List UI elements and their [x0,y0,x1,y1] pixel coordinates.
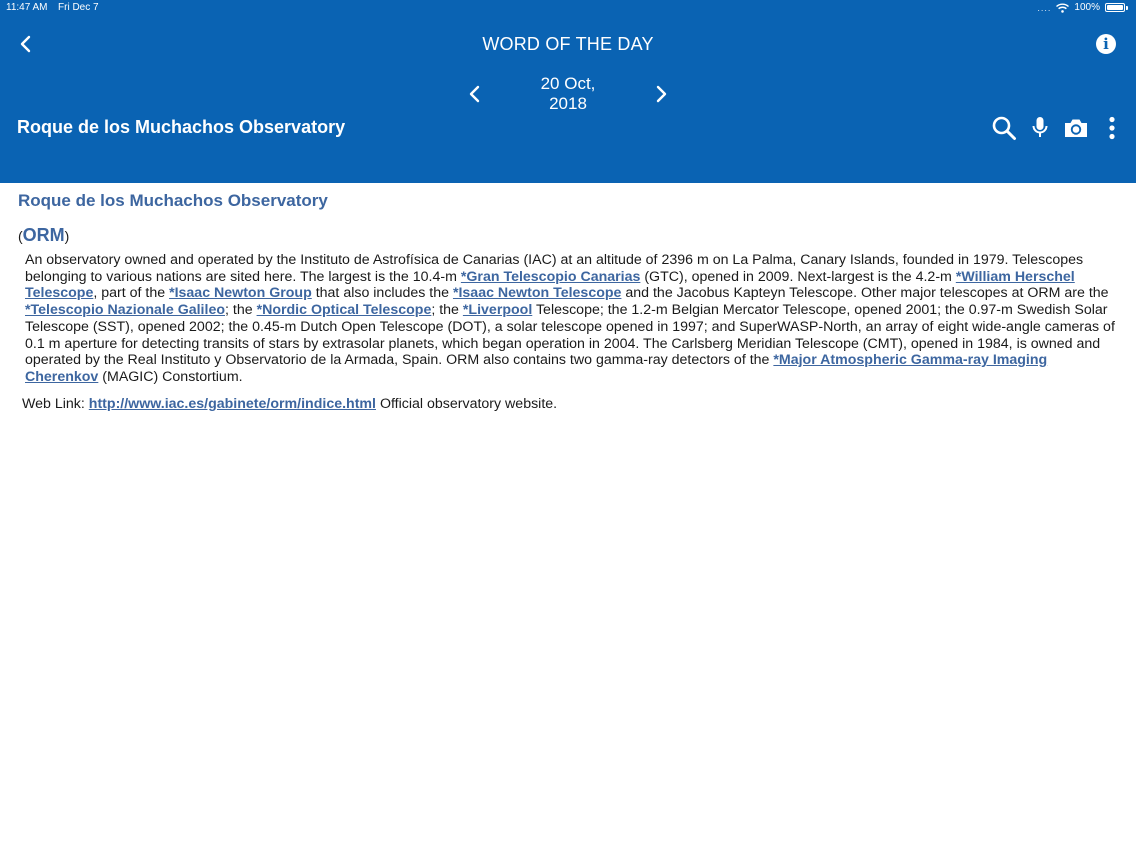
abbreviation: ORM [22,225,65,245]
prev-date-icon [464,83,486,105]
entry-title: Roque de los Muchachos Observatory [17,117,346,137]
date-navigator [0,74,1136,114]
body-text: ; the [431,302,463,319]
article-heading: Roque de los Muchachos Observatory [18,191,328,210]
more-vertical-icon [1107,115,1117,141]
search-button[interactable] [990,114,1018,142]
link-gran-telescopio-canarias[interactable]: *Gran Telescopio Canarias [460,268,641,285]
link-telescopio-nazionale-galileo[interactable]: *Telescopio Nazionale Galileo [25,302,225,319]
article-content [0,183,1136,412]
body-text: ; the [225,302,257,319]
paren-open: ( [18,228,23,244]
status-time: 11:47 AM [6,2,48,13]
next-date-icon [650,83,672,105]
web-link-label: Web Link: [22,395,89,412]
signal-indicator: .... [1037,2,1052,13]
link-isaac-newton-telescope[interactable]: *Isaac Newton Telescope [452,285,622,302]
link-isaac-newton-group[interactable]: *Isaac Newton Group [169,285,312,302]
status-indicators [1037,2,1128,13]
page-title: WORD OF THE DAY [482,34,654,54]
previous-date-button[interactable] [464,83,486,105]
battery-percent: 100% [1074,2,1100,13]
battery-icon [1105,3,1125,12]
camera-icon [1063,116,1089,140]
body-text: An observatory owned and operated by the Instituto de Astrofísica de Canarias (IAC) at an altitude of 2396 m on La Palma, Canary Islands, founded in 1979. Telescopes belonging to various nations are sited here. The largest is the 10.4-m [25,252,1084,285]
body-text: (GTC), opened in 2009. Next-largest is the 4.2-m [640,268,956,285]
info-button[interactable] [1096,34,1116,54]
battery-tip [1126,6,1128,10]
status-bar [0,0,1136,16]
body-text: and the Jacobus Kapteyn Telescope. Other major telescopes at ORM are the [621,285,1109,302]
microphone-icon [1030,115,1050,141]
body-text: Telescope; the 1.2-m Belgian Mercator Telescope, opened 2001; the 0.97-m Swedish Solar Telescope (SST), opened 2002; the 0.45-m Dutch Open Telescope (DOT), a solar telescope opened in 1997; and SuperWASP-North, an array of eight wide-angle cameras of 0.1 m aperture for detecting transits of stars by extrasolar planets, which began operation in 2004. The Carlsberg Meridian Telescope (CMT), opened in 1984, is owned and operated by the Real Instituto y Observatorio de la Armada, Spain. ORM also contains two gamma-ray detectors of the [25,302,1115,369]
status-date: Fri Dec 7 [58,2,99,13]
app-header [0,0,1136,183]
info-icon: i [1103,35,1109,53]
camera-search-button[interactable] [1062,114,1090,142]
toolbar [982,114,1126,142]
paren-close: ) [64,228,70,244]
link-liverpool[interactable]: *Liverpool [462,302,533,319]
voice-search-button[interactable] [1026,114,1054,142]
link-william-herschel-telescope[interactable]: *William Herschel Telescope [25,268,1075,302]
web-link-line [22,396,1118,412]
current-date: 20 Oct, 2018 [540,74,596,113]
body-text: , part of the [93,285,170,302]
next-date-button[interactable] [650,83,672,105]
web-link-description: Official observatory website. [376,395,558,412]
link-major-atmospheric-gamma-ray-imaging-cherenkov[interactable]: *Major Atmospheric Gamma-ray Imaging Cherenkov [25,352,1048,385]
body-text: (MAGIC) Constortium. [98,368,243,385]
search-icon [991,115,1017,141]
link-nordic-optical-telescope[interactable]: *Nordic Optical Telescope [256,302,432,319]
wifi-icon [1056,3,1069,13]
body-text: that also includes the [311,285,453,302]
abbreviation-line [18,225,1118,246]
web-link-url[interactable]: http://www.iac.es/gabinete/orm/indice.html [88,395,376,412]
article-body [25,252,1118,386]
more-options-button[interactable] [1098,114,1126,142]
